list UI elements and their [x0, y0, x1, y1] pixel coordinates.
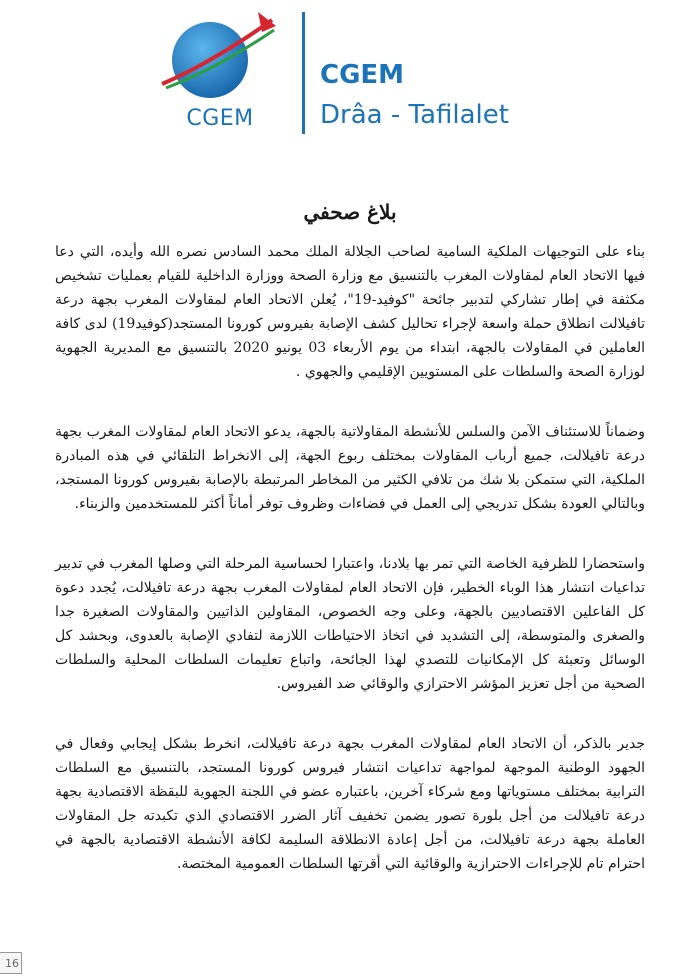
document-title: بلاغ صحفي — [303, 200, 397, 224]
document-body — [55, 240, 645, 912]
globe-logo-icon — [158, 12, 278, 100]
paragraph-4: جدير بالذكر، أن الاتحاد العام لمقاولات المغرب بجهة درعة تافيلالت، انخرط بشكل إيجابي وفعال في الجهود الوطنية الموجهة لمواجهة تداعيات انتشار فيروس كورونا المستجد، بالتنسيق مع السلطات الترابية بمختلف مستوياتها ومع شركاء آخرين، باعتباره عضو في اللجنة الجهوية للبقظة الاقتصادية بجهة درعة تافيلالت من أجل بلورة تصور يضمن تخفيف آثار الضرر الاقتصادي الذي تكبدته جل المقاولات العاملة بجهة درعة تافيلالت، من أجل إعادة الانطلاقة السليمة لكافة الأنشطة الاقتصادية بالجهة في احترام تام للإجراءات الاحترازية والوقائية التي أقرتها السلطات العمومية المختصة. — [55, 736, 645, 872]
paragraph-3: واستحضارا للظرفية الخاصة التي تمر بها بلادنا، واعتبارا لحساسية المرحلة التي وصلها المغرب في تدبير تداعيات انتشار هذا الوباء الخطير، فإن الاتحاد العام لمقاولات المغرب بجهة درعة تافيلالت، يُجدد دعوة كل الفاعلين الاقتصاديين بالجهة، وعلى وجه الخصوص، المقاولين الذاتيين والمقاولات الصغيرة جدا والصغرى والمتوسطة، إلى التشديد في اتخاذ الاحتياطات اللازمة لتفادي الإصابة بالعدوى، وبحشد كل الوسائل وتعبئة كل الإمكانيات للتصدي لهذا الجائحة، واتباع تعليمات السلطات المحلية والسلطات الصحية من أجل تعزيز المؤشر الاحترازي والوقائي ضد الفيروس. — [55, 556, 645, 692]
brand-subtitle: Drâa - Tafilalet — [320, 100, 509, 130]
brand-title: CGEM — [320, 60, 405, 90]
paragraph-1: بناء على التوجيهات الملكية السامية لصاحب الجلالة الملك محمد السادس نصره الله وأيده، التي دعا فيها الاتحاد العام لمقاولات المغرب بالتنسيق مع وزارة الصحة ووزارة الداخلية للقيام بعمليات تشخيص مكثفة في إطار تشاركي لتدبير جائحة "كوفيد-19"، يُعلن الاتحاد العام لمقاولات المغرب بجهة درعة تافيلالت انطلاق حملة واسعة لإجراء تحاليل كشف الإصابة بفيروس كورونا المستجد(كوفيد19) لدى كافة العاملين في المقاولات بالجهة، ابتداء من يوم الأربعاء 03 يونيو 2020 بالتنسيق مع المديرية الجهوية لوزارة الصحة والسلطات على المستويين الإقليمي والجهوي . — [55, 244, 645, 380]
header-logo — [150, 8, 570, 138]
page-number: 16 — [0, 952, 22, 974]
paragraph-2: وضماناً للاستئناف الآمن والسلس للأنشطة المقاولاتية بالجهة، يدعو الاتحاد العام لمقاولات المغرب بجهة درعة تافيلالت، جميع أرباب المقاولات بمختلف ربوع الجهة، إلى الانخراط التلقائي في هذه المبادرة الملكية، التي ستمكن بلا شك من تلافي الكثير من المخاطر المرتبطة بالإصابة بفيروس كورونا المستجد، وبالتالي العودة بشكل تدريجي إلى العمل في فضاءات وظروف توفر أماناً أكثر للمستخدمين والزبناء. — [55, 424, 645, 512]
logo-text: CGEM — [186, 106, 254, 131]
header-divider — [302, 12, 305, 134]
